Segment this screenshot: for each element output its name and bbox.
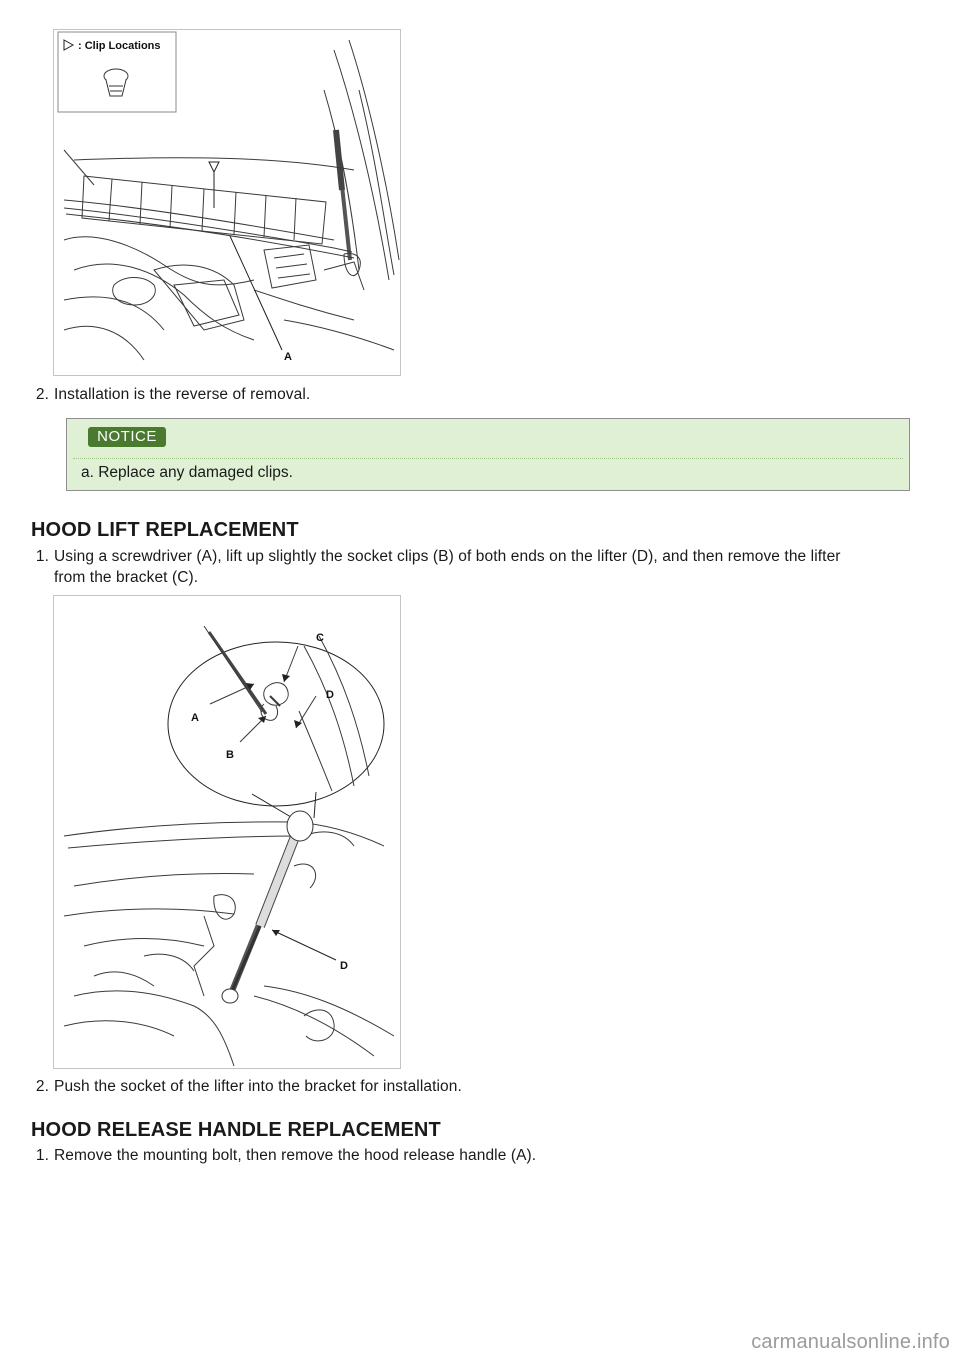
- hood-lift-illustration: [54, 596, 400, 1068]
- step-number: 1.: [35, 548, 49, 565]
- step-hood-lift-2: [31, 1076, 911, 1097]
- notice-divider: [73, 458, 903, 459]
- step-text: Remove the mounting bolt, then remove the hood release handle (A).: [54, 1147, 537, 1164]
- label-b: B: [226, 749, 234, 761]
- figure-clip-locations: [53, 29, 401, 376]
- step-hood-release-1: [31, 1145, 911, 1166]
- step-number: 2.: [35, 1078, 49, 1095]
- watermark: carmanualsonline.info: [751, 1331, 950, 1353]
- step-text: Push the socket of the lifter into the bracket for installation.: [54, 1078, 462, 1095]
- step-text-line1: Using a screwdriver (A), lift up slightly the socket clips (B) of both ends on the lifter (D), and then remove the lifter: [54, 548, 841, 565]
- notice-box: [66, 418, 910, 491]
- label-d-upper: D: [326, 689, 334, 701]
- cowl-clip-illustration: [54, 30, 400, 375]
- label-c: C: [316, 632, 324, 644]
- step-hood-lift-1: [31, 546, 916, 588]
- notice-item: a. Replace any damaged clips.: [81, 464, 293, 481]
- step-text-line2: from the bracket (C).: [54, 569, 199, 586]
- label-a: A: [191, 712, 199, 724]
- step-number: 1.: [35, 1147, 49, 1164]
- step-install: [31, 384, 911, 405]
- step-text: Installation is the reverse of removal.: [54, 386, 311, 403]
- legend-text: : Clip Locations: [78, 40, 161, 52]
- label-d-lower: D: [340, 960, 348, 972]
- notice-badge: NOTICE: [88, 427, 166, 447]
- heading-hood-lift: HOOD LIFT REPLACEMENT: [31, 519, 299, 541]
- callout-label-a: A: [284, 351, 292, 363]
- figure-hood-lift: [53, 595, 401, 1069]
- heading-hood-release: HOOD RELEASE HANDLE REPLACEMENT: [31, 1119, 441, 1141]
- step-number: 2.: [35, 386, 49, 403]
